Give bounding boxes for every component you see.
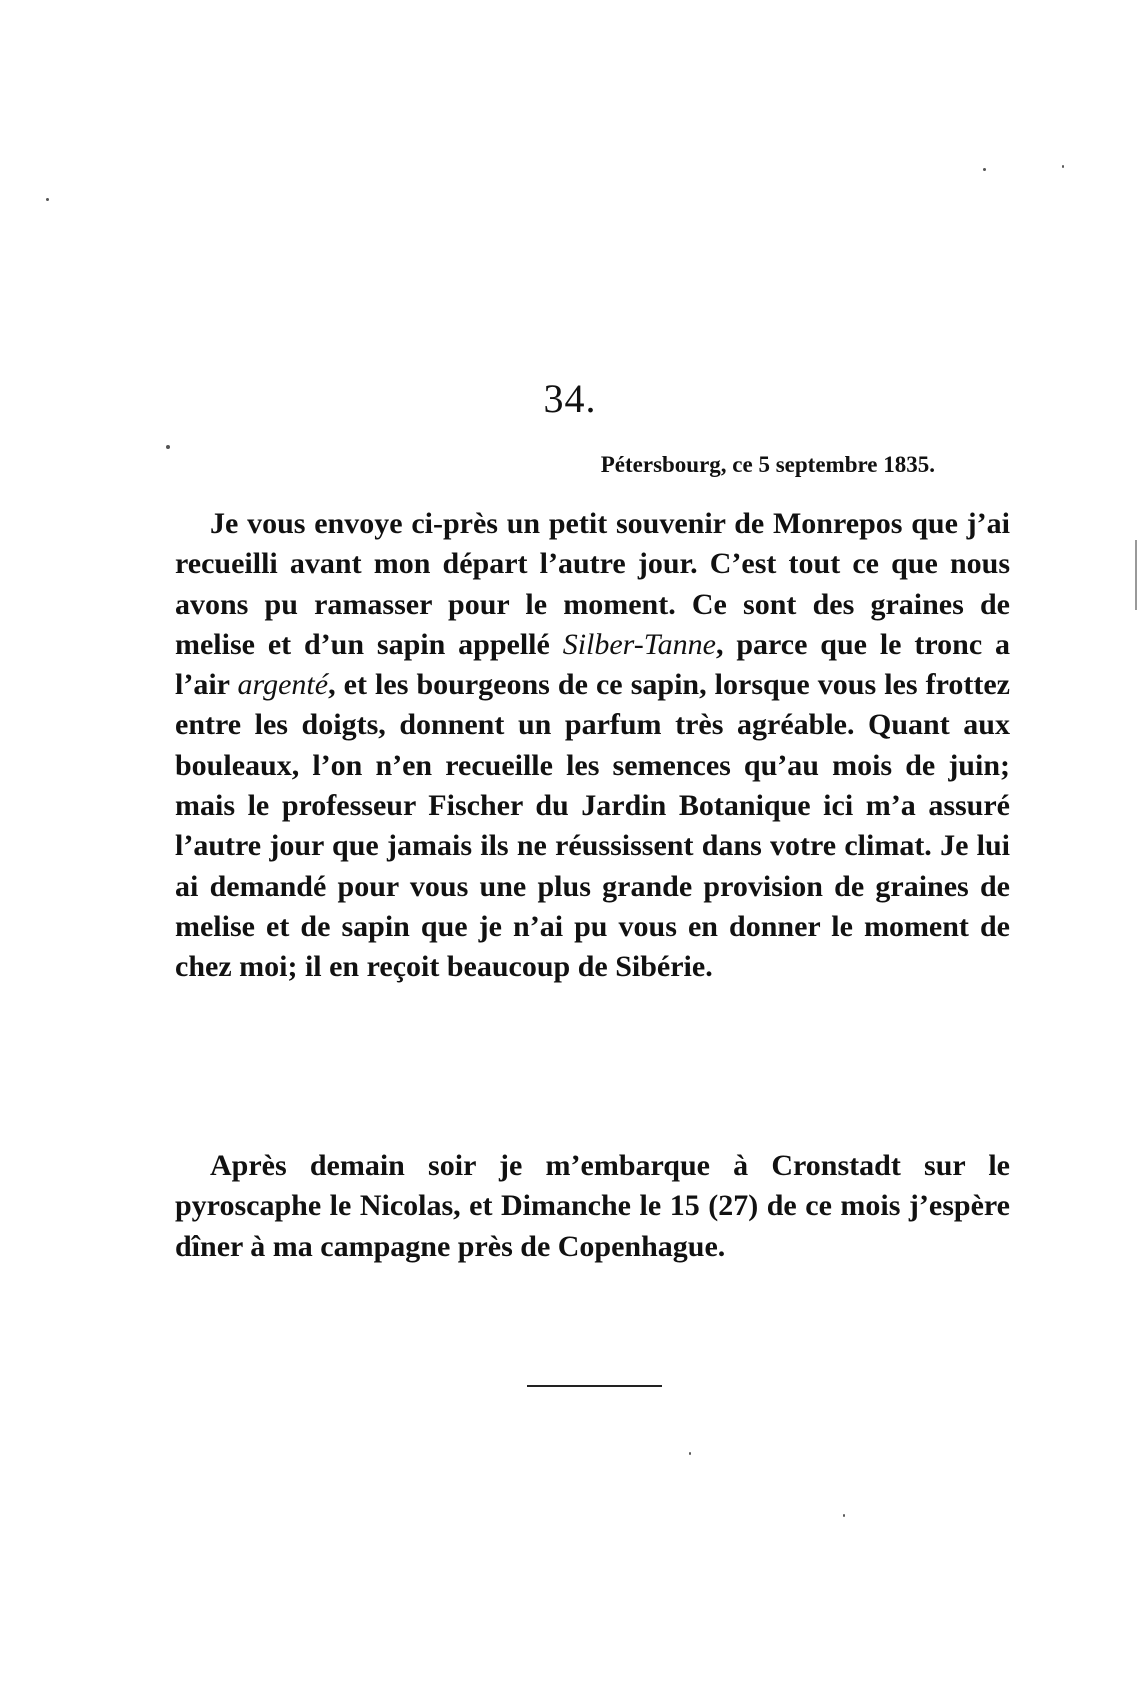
letter-number: 34. <box>543 376 597 421</box>
scan-speck <box>689 1452 691 1455</box>
scan-speck <box>46 198 49 201</box>
closing-rule <box>527 1385 662 1387</box>
scan-speck <box>166 445 170 449</box>
scan-speck <box>983 168 986 171</box>
paragraph-1-text-a: Je vous envoye ci-près un petit souvenir de Monrepos que j’ai recueilli avant mon départ l’autre jour. C’est tout ce que nous avons pu ramasser pour le moment. Ce sont des graines de melise et d’un sapin appellé <box>175 507 1010 661</box>
paragraph-1 <box>175 504 1010 988</box>
dateline: Pétersbourg, ce 5 septembre 1835. <box>600 452 935 477</box>
scan-speck <box>1062 165 1064 168</box>
paragraph-1-text-b: , parce que le tronc a l’air <box>175 627 1010 702</box>
scan-edge-mark <box>1135 540 1137 610</box>
italic-term-silber-tanne: Silber-Tanne <box>562 627 716 661</box>
paragraph-1-text-c: , et les bourgeons de ce sapin, lorsque vous les frottez entre les doigts, donnent un parfum très agréable. Quant aux bouleaux, l’on n’en recueille les semences qu’au mois de juin; mais le professeur Fischer du Jardin Botanique ici m’a assuré l’autre jour que jamais ils ne réussissent dans votre climat. Je lui ai demandé pour vous une plus grande provision de graines de melise et de sapin que je n’ai pu vous en donner le moment de chez moi; il en reçoit beaucoup de Sibérie. <box>175 668 1010 984</box>
italic-term-argente: argenté <box>237 668 329 702</box>
paragraph-2: Après demain soir je m’embarque à Cronstadt sur le pyroscaphe le Nicolas, et Dimanche le 15 (27) de ce mois j’espère dîner à ma campagne près de Copenhague. <box>175 1149 1010 1263</box>
scan-speck <box>843 1514 845 1517</box>
